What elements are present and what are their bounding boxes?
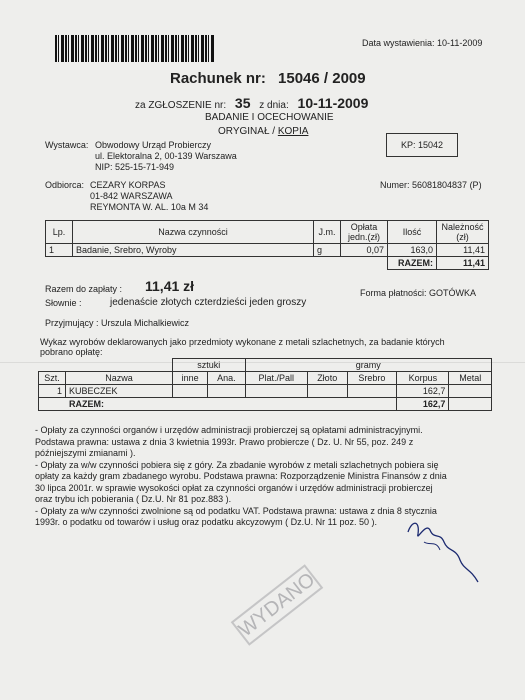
items-header-cell: Nazwa	[66, 372, 173, 385]
services-header-cell: Lp.	[46, 221, 73, 244]
legal-note-line: oraz trybu ich pobierania ( Dz.U. Nr 81 poz.883 ).	[35, 494, 232, 504]
items-cell	[208, 385, 245, 398]
services-cell: g	[314, 244, 341, 257]
legal-note-line: Podstawa prawna: ustawa z dnia 3 kwietnia 1993r. Prawo probiercze ( Dz. U. Nr 55, poz. 249 z	[35, 436, 414, 447]
recipient-number: Numer: 56081804837 (P)	[380, 180, 482, 190]
items-table	[38, 358, 492, 411]
copy-type	[218, 126, 308, 137]
services-header-cell: Opłata jedn.(zł)	[341, 221, 388, 244]
services-cell: 0,07	[341, 244, 388, 257]
items-total-label: RAZEM:	[39, 398, 397, 411]
notification-date: 10-11-2009	[297, 95, 369, 111]
services-header-cell: Nazwa czynności	[73, 221, 314, 244]
services-cell: 11,41	[437, 244, 489, 257]
copy-type-copy: KOPIA	[277, 126, 309, 137]
items-row	[39, 385, 492, 398]
items-cell	[307, 385, 347, 398]
items-group-header: sztuki	[173, 359, 246, 372]
items-header-cell: Plat./Pall	[245, 372, 307, 385]
items-header-cell: Złoto	[307, 372, 347, 385]
legal-note-line: - Opłaty za w/w czynności pobiera się z góry. Za zbadanie wyrobów z metali szlachetnych pobiera się	[35, 459, 439, 470]
items-group-header: gramy	[245, 359, 491, 372]
legal-note-line: 1993r. o podatku od towarów i usług oraz podatku akcyzowym ( Dz.U. Nr 11 poz. 50 ).	[35, 517, 377, 527]
items-cell	[347, 385, 397, 398]
items-total-value: 162,7	[397, 398, 449, 411]
items-intro-1: Wykaz wyrobów deklarowanych jako przedmioty wykonane z metali szlachetnych, za badanie których	[40, 337, 445, 347]
legal-note-line: późniejszymi zmianami ).	[35, 448, 136, 458]
services-row	[46, 244, 489, 257]
amount-value: 11,41 zł	[145, 278, 195, 294]
items-group-row	[39, 359, 492, 372]
notification-label: za ZGŁOSZENIE nr:	[135, 100, 227, 111]
notification-day-label: z dnia:	[259, 100, 289, 111]
services-table	[45, 220, 489, 270]
invoice-title-label: Rachunek nr:	[170, 70, 266, 87]
barcode	[55, 35, 215, 62]
items-cell: 162,7	[397, 385, 449, 398]
receiver-name: Przyjmujący : Urszula Michalkiewicz	[45, 318, 190, 328]
items-cell	[173, 385, 208, 398]
items-cell	[245, 385, 307, 398]
items-cell: KUBECZEK	[66, 385, 173, 398]
items-cell	[449, 385, 492, 398]
recipient-name: CEZARY KORPAS	[90, 180, 166, 190]
amount-label: Razem do zapłaty :	[45, 284, 123, 294]
document-subtitle: BADANIE I OCECHOWANIE	[205, 112, 334, 123]
copy-type-original: ORYGINAŁ /	[218, 126, 278, 137]
services-header-cell: Należność (zł)	[437, 221, 489, 244]
issuer-nip: NIP: 525-15-71-949	[95, 162, 175, 172]
payment-form: Forma płatności: GOTÓWKA	[360, 288, 477, 298]
issue-date: Data wystawienia: 10-11-2009	[362, 38, 483, 48]
amount-words: jedenaście złotych czterdzieści jeden groszy	[110, 297, 307, 308]
issuer-address: ul. Elektoralna 2, 00-139 Warszawa	[95, 151, 237, 161]
items-header-cell: inne	[173, 372, 208, 385]
services-header-row	[46, 221, 489, 244]
services-cell: 1	[46, 244, 73, 257]
items-header-cell: Metal	[449, 372, 492, 385]
legal-note-line: - Opłaty za czynności organów i urzędów administracji probierczej są opłatami administracyjnymi.	[35, 425, 423, 435]
legal-note-line: opłaty za każdy gram zbadanego wyrobu. Podstawa prawna: Rozporządzenie Ministra Finansów z dnia	[35, 471, 447, 481]
services-header-cell: Ilość	[388, 221, 437, 244]
legal-note-line: - Opłaty za w/w czynności zwolnione są od podatku VAT. Podstawa prawna: ustawa z dnia 8 stycznia	[35, 505, 437, 516]
invoice-number: 15046 / 2009	[278, 70, 366, 87]
items-header-cell: Srebro	[347, 372, 397, 385]
issued-stamp: WYDANO	[231, 564, 324, 646]
items-intro-2: pobrano opłatę:	[40, 347, 103, 357]
issuer-name: Obwodowy Urząd Probierczy	[95, 140, 212, 150]
services-cell: Badanie, Srebro, Wyroby	[73, 244, 314, 257]
services-header-cell: J.m.	[314, 221, 341, 244]
notification-number: 35	[234, 95, 251, 111]
legal-note-line: 30 lipca 2001r. w sprawie wysokości opłat za czynności organów i urzędów administracji probierczej	[35, 482, 433, 493]
services-total-value: 11,41	[437, 257, 489, 270]
items-total-row	[39, 398, 492, 411]
amount-words-label: Słownie :	[45, 298, 82, 308]
services-total-row	[46, 257, 489, 270]
items-header-cell: Ana.	[208, 372, 245, 385]
recipient-city: 01-842 WARSZAWA	[90, 191, 173, 201]
recipient-street: REYMONTA W. AL. 10a M 34	[90, 202, 209, 212]
items-cell: 1	[39, 385, 66, 398]
legal-notes	[35, 425, 447, 529]
items-header-cell: Szt.	[39, 372, 66, 385]
kp-number: KP: 15042	[386, 133, 458, 157]
recipient-label: Odbiorca:	[45, 180, 85, 190]
items-header-cell: Korpus	[397, 372, 449, 385]
invoice-title	[170, 70, 366, 87]
issuer-label: Wystawca:	[45, 140, 89, 150]
services-total-label: RAZEM:	[388, 257, 437, 270]
services-cell: 163,0	[388, 244, 437, 257]
handwritten-signature	[400, 512, 490, 592]
items-header-row	[39, 372, 492, 385]
notification-line	[135, 95, 368, 111]
